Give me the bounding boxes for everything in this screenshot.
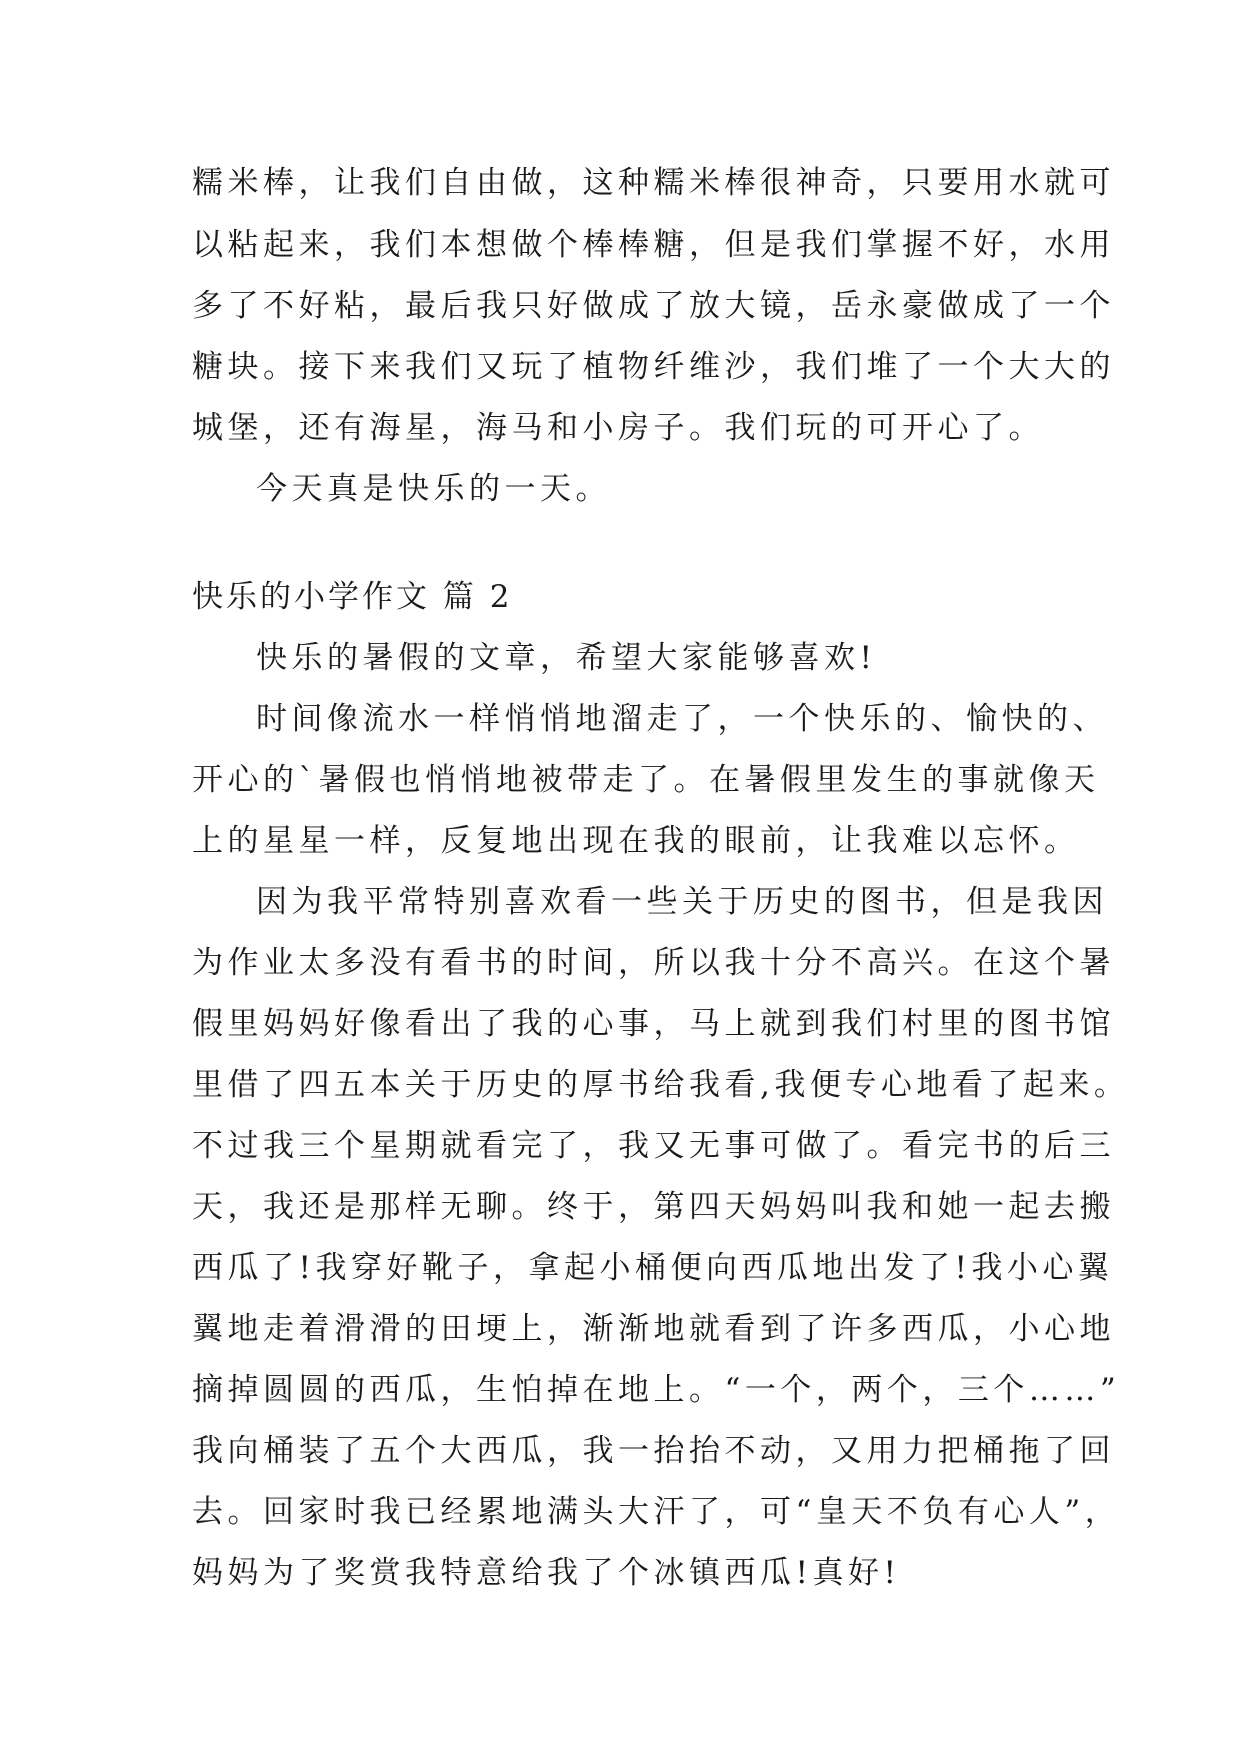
paragraph-line: 开心的`暑假也悄悄地被带走了。在暑假里发生的事就像天 bbox=[192, 762, 1100, 798]
paragraph-line: 翼地走着滑滑的田埂上，渐渐地就看到了许多西瓜，小心地 bbox=[192, 1311, 1115, 1347]
paragraph-line: 今天真是快乐的一天。 bbox=[256, 471, 611, 507]
paragraph-line: 妈妈为了奖赏我特意给我了个冰镇西瓜!真好! bbox=[192, 1555, 901, 1591]
paragraph-line: 不过我三个星期就看完了，我又无事可做了。看完书的后三 bbox=[192, 1128, 1115, 1164]
paragraph-line: 假里妈妈好像看出了我的心事，马上就到我们村里的图书馆 bbox=[192, 1006, 1115, 1042]
paragraph-line: 城堡，还有海星，海马和小房子。我们玩的可开心了。 bbox=[192, 410, 1044, 446]
paragraph-line: 糖块。接下来我们又玩了植物纤维沙，我们堆了一个大大的 bbox=[192, 349, 1115, 385]
paragraph-line: 快乐的暑假的文章，希望大家能够喜欢! bbox=[256, 640, 877, 676]
paragraph-line: 去。回家时我已经累地满头大汗了，可“皇天不负有心人”， bbox=[192, 1494, 1121, 1530]
paragraph-line: 里借了四五本关于历史的厚书给我看,我便专心地看了起来。 bbox=[192, 1067, 1130, 1103]
paragraph-line: 多了不好粘，最后我只好做成了放大镜，岳永豪做成了一个 bbox=[192, 288, 1115, 324]
paragraph-line: 上的星星一样，反复地出现在我的眼前，让我难以忘怀。 bbox=[192, 823, 1080, 859]
paragraph-line: 天，我还是那样无聊。终于，第四天妈妈叫我和她一起去搬 bbox=[192, 1189, 1115, 1225]
paragraph-line: 时间像流水一样悄悄地溜走了，一个快乐的、愉快的、 bbox=[256, 701, 1108, 737]
paragraph-line: 我向桶装了五个大西瓜，我一抬抬不动，又用力把桶拖了回 bbox=[192, 1433, 1115, 1469]
paragraph-line: 因为我平常特别喜欢看一些关于历史的图书，但是我因 bbox=[256, 884, 1108, 920]
paragraph-line: 摘掉圆圆的西瓜，生怕掉在地上。“一个，两个，三个……” bbox=[192, 1372, 1121, 1408]
section-heading: 快乐的小学作文 篇 2 bbox=[192, 579, 513, 615]
paragraph-line: 糯米棒，让我们自由做，这种糯米棒很神奇，只要用水就可 bbox=[192, 165, 1115, 201]
paragraph-line: 以粘起来，我们本想做个棒棒糖，但是我们掌握不好，水用 bbox=[192, 227, 1115, 263]
paragraph-line: 西瓜了!我穿好靴子，拿起小桶便向西瓜地出发了!我小心翼 bbox=[192, 1250, 1114, 1286]
paragraph-line: 为作业太多没有看书的时间，所以我十分不高兴。在这个暑 bbox=[192, 945, 1115, 981]
